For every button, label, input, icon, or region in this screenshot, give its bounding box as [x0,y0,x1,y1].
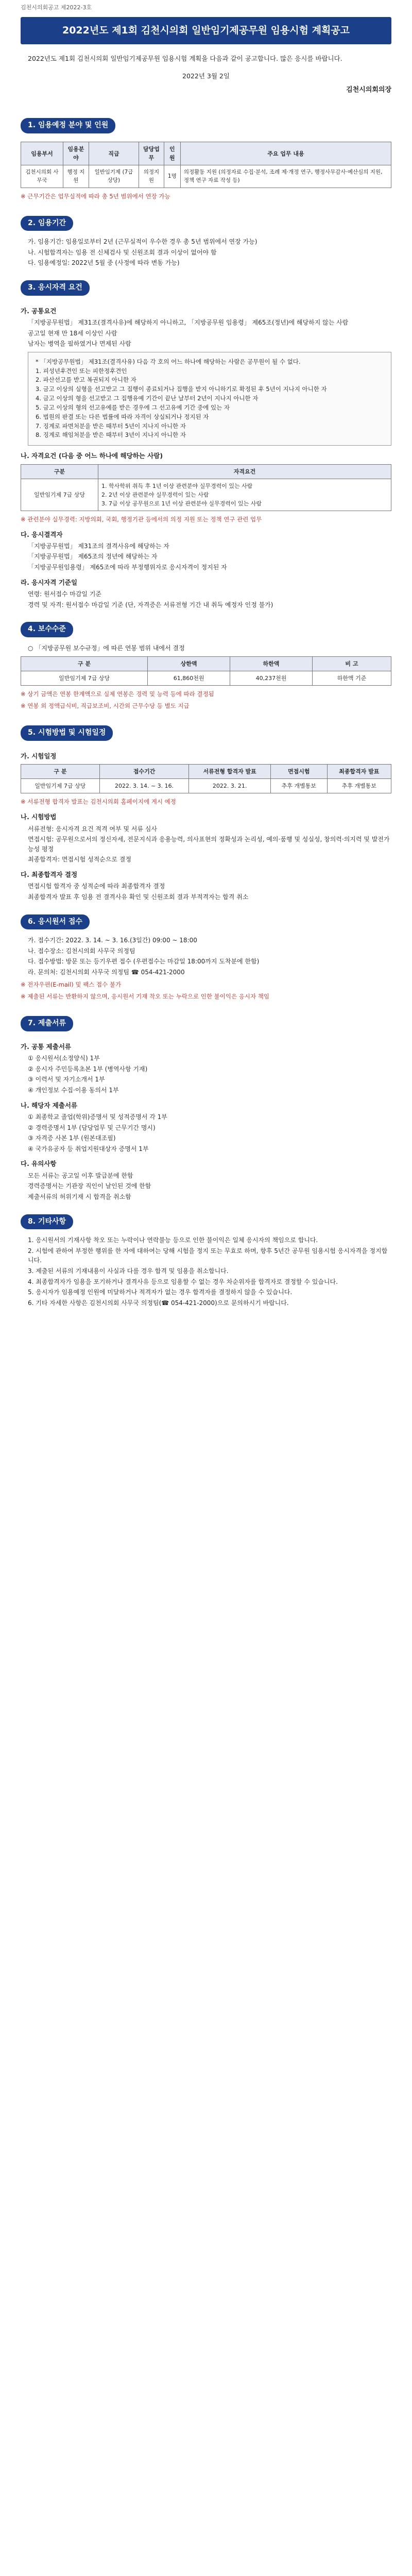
docs-a-line: ④ 개인정보 수집·이용 동의서 1부 [28,1087,119,1094]
recruit-count: 1명 [164,165,180,188]
etc-line: 1. 응시원서의 기재사항 착오 또는 누락이나 연락불능 등으로 인한 불이익은 일체 응시자의 책임으로 합니다. [28,1236,318,1244]
section-period-title: 2. 임용기간 [21,216,73,231]
box-line: 2. 파산선고를 받고 복권되지 아니한 자 [36,376,136,384]
box-line: 5. 금고 이상의 형의 선고유예를 받은 경우에 그 선고유예 기간 중에 있는 자 [36,403,230,411]
announcement-date: 2022년 3월 2일 [182,72,230,80]
period-line: 나. 시험합격자는 임용 전 신체검사 및 신원조회 결과 이상이 없어야 함 [28,248,217,256]
qual-row-reqs [98,479,391,511]
qual-b-title: 나. 자격요건 (다음 중 어느 하나에 해당하는 사람) [21,452,163,460]
exam-method-line: 최종합격자: 면접시험 성적순으로 결정 [28,856,131,863]
exam-note: ※ 서류전형 합격자 발표는 김천시의회 홈페이지에 게시 예정 [21,798,176,806]
exam-cell: 2022. 3. 21. [189,779,271,793]
qual-c-line: 「지방공무원임용령」 제65조에 따라 부정행위자로 응시자격이 정지된 자 [28,564,227,571]
apply-line: 라. 문의처: 김천시의회 사무국 의정팀 ☎ 054-421-2000 [28,968,185,976]
recruit-header-count: 인원 [164,142,180,165]
box-line: 7. 징계로 파면처분을 받은 때부터 5년이 지나지 아니한 자 [36,422,186,430]
docs-a-line: ② 응시자 주민등록초본 1부 (병역사항 기재) [28,1065,148,1073]
recruit-header-dept: 임용부서 [21,142,63,165]
pay-header: 하한액 [230,656,313,671]
pay-header: 구 분 [21,656,148,671]
box-line: 3. 금고 이상의 실형을 선고받고 그 집행이 종료되거나 집행을 받지 아니하기로 확정된 후 5년이 지나지 아니한 자 [36,385,327,393]
box-line: 4. 금고 이상의 형을 선고받고 그 집행유예 기간이 끝난 날부터 2년이 지나지 아니한 자 [36,395,259,402]
page-title: 2022년도 제1회 김천시의회 일반임기제공무원 임용시험 계획공고 [21,17,391,44]
apply-line: 가. 접수기간: 2022. 3. 14. ~ 3. 16.(3일간) 09:00 ~ 18:00 [28,937,197,944]
qual-d-line: 연령: 원서접수 마감일 기준 [28,590,101,598]
docs-b-line: ② 경력증명서 1부 (담당업무 및 근무기간 명시) [28,1124,156,1131]
qual-req-line: 3. 7급 이상 공무원으로 1년 이상 관련분야 실무경력이 있는 사람 [101,500,262,507]
etc-line: 2. 시험에 관하여 부정한 행위를 한 자에 대하여는 당해 시험을 정지 또는 무효로 하며, 향후 5년간 공무원 임용시험 응시자격을 정지합니다. [28,1247,388,1264]
qual-b-note: ※ 관련분야 실무경력: 지방의회, 국회, 행정기관 등에서의 의정 지원 또는 정책 연구 관련 업무 [21,515,262,523]
apply-line: 다. 접수방법: 방문 또는 등기우편 접수 (우편접수는 마감일 18:00까지 도착분에 한함) [28,958,260,965]
qualification-table [21,464,391,511]
recruit-header-task: 담당업무 [139,142,164,165]
recruit-dept: 김천시의회 사무국 [21,165,63,188]
pay-cell: 61,860천원 [148,671,230,685]
table-row [21,671,391,685]
header-note: 김천시의회공고 제2022-3호 [21,4,92,11]
box-line: 8. 징계로 해임처분을 받은 때부터 3년이 지나지 아니한 자 [36,431,186,439]
pay-subtitle: ○ 「지방공무원 보수규정」에 따른 연봉 범위 내에서 결정 [28,644,185,652]
docs-a-title: 가. 공통 제출서류 [21,1042,71,1050]
pay-cell: 하한액 기준 [312,671,391,685]
table-row [21,479,391,511]
qual-c-line: 「지방공무원법」 제65조의 정년에 해당하는 자 [28,553,158,561]
etc-line: 6. 기타 자세한 사항은 김천시의회 사무국 의정팀(☎ 054-421-2000)으로 문의하시기 바랍니다. [28,1299,289,1307]
exam-schedule-table [21,764,391,793]
docs-c-line: 경력증명서는 기관장 직인이 날인된 것에 한함 [28,1182,151,1190]
intro [21,54,391,63]
qual-header-req: 자격요건 [98,464,391,479]
qual-a-line: 「지방공무원법」 제31조(결격사유)에 해당하지 아니하고, 「지방공무원 임용령」 제65조(정년)에 해당하지 않는 사람 [28,319,349,327]
qual-a-line: 공고일 현재 만 18세 이상인 사람 [28,329,117,337]
etc-line: 4. 최종합격자가 임용을 포기하거나 결격사유 등으로 임용할 수 없는 경우 차순위자를 합격자로 결정할 수 있습니다. [28,1278,338,1285]
section-docs-title: 7. 제출서류 [21,1016,73,1031]
box-line: 6. 법원의 판결 또는 다른 법률에 따라 자격이 상실되거나 정지된 자 [36,413,209,420]
qual-a-title: 가. 공통요건 [21,307,57,315]
docs-b-title: 나. 해당자 제출서류 [21,1101,78,1109]
section-recruit-title: 1. 임용예정 분야 및 인원 [21,118,115,133]
box-line: 1. 피성년후견인 또는 피한정후견인 [36,367,127,375]
exam-cell: 일반임기제 7급 상당 [21,779,100,793]
exam-method-title: 나. 시험방법 [21,813,57,821]
recruit-grade: 일반임기제 (7급 상당) [89,165,139,188]
recruit-header-grade: 직급 [89,142,139,165]
pay-header: 비 고 [312,656,391,671]
qual-c-line: 「지방공무원법」 제31조의 결격사유에 해당하는 자 [28,542,169,550]
period-line: 가. 임용기간: 임용일로부터 2년 (근무실적이 우수한 경우 총 5년 범위에서 연장 가능) [28,238,258,246]
recruit-note: ※ 근무기간은 업무실적에 따라 총 5년 범위에서 연장 가능 [21,192,170,200]
recruit-header-field: 임용분야 [63,142,89,165]
section-apply-title: 6. 응시원서 접수 [21,914,90,930]
disqualification-box [28,352,391,446]
qual-c-title: 다. 응시결격자 [21,530,63,538]
docs-c-title: 다. 유의사항 [21,1160,57,1168]
table-row [21,165,391,188]
box-line: * 「지방공무원법」 제31조(결격사유) 다음 각 호의 어느 하나에 해당하는 사람은 공무원이 될 수 없다. [36,358,301,365]
pay-cell: 40,237천원 [230,671,313,685]
qual-req-line: 2. 2년 이상 관련분야 실무경력이 있는 사람 [101,491,209,498]
intro-text: 2022년도 제1회 김천시의회 일반임기제공무원 임용시험 계획을 다음과 같이 공고합니다. 많은 응시를 바랍니다. [28,55,342,63]
qual-header-kind: 구분 [21,464,98,479]
qual-req-line: 1. 학사학위 취득 후 1년 이상 관련분야 실무경력이 있는 사람 [101,482,253,489]
section-etc-title: 8. 기타사항 [21,1214,73,1230]
recruit-field: 행정 지원 [63,165,89,188]
docs-a-line: ③ 이력서 및 자기소개서 1부 [28,1076,105,1083]
pay-note: ※ 연봉 외 정액급식비, 직급보조비, 시간외 근무수당 등 별도 지급 [21,702,190,710]
pay-table [21,656,391,686]
exam-final-line: 면접시험 합격자 중 성적순에 따라 최종합격자 결정 [28,883,165,890]
recruit-table [21,142,391,188]
apply-note: ※ 제출된 서류는 반환하지 않으며, 응시원서 기재 착오 또는 누락으로 인한 불이익은 응시자 책임 [21,993,269,1001]
exam-method-line: 면접시험: 공무원으로서의 정신자세, 전문지식과 응용능력, 의사표현의 정확성과 논리성, 예의·품행 및 성실성, 창의력·의지력 및 발전가능성 평정 [28,836,390,853]
recruit-task: 의정지원 [139,165,164,188]
etc-line: 5. 응시자가 임용예정 인원에 미달하거나 적격자가 없는 경우 합격자를 결정하지 않을 수 있습니다. [28,1289,293,1296]
pay-note: ※ 상기 금액은 연봉 한계액으로 실제 연봉은 경력 및 능력 등에 따라 결정됨 [21,690,214,698]
exam-header: 서류전형 합격자 발표 [189,765,271,779]
docs-c-line: 제출서류의 허위기재 시 합격을 취소함 [28,1193,131,1200]
section-pay-title: 4. 보수수준 [21,622,73,637]
exam-final-title: 다. 최종합격자 결정 [21,870,78,878]
pay-header: 상한액 [148,656,230,671]
issuer: 김천시의회의장 [346,86,391,94]
apply-line: 나. 접수장소: 김천시의회 사무국 의정팀 [28,947,135,955]
section-qual-title: 3. 응시자격 요건 [21,280,90,296]
exam-method-line: 서류전형: 응시자격 요건 적격 여부 및 서류 심사 [28,825,157,833]
etc-line: 3. 제출된 서류의 기재내용이 사실과 다를 경우 합격 및 임용을 취소합니다. [28,1267,229,1275]
docs-b-line: ③ 자격증 사본 1부 (원본대조필) [28,1134,116,1142]
docs-b-line: ① 최종학교 졸업(학위)증명서 및 성적증명서 각 1부 [28,1113,167,1121]
recruit-header-duty: 주요 업무 내용 [180,142,391,165]
qual-a-line: 남자는 병역을 필하였거나 면제된 사람 [28,340,131,348]
apply-note: ※ 전자우편(E-mail) 및 팩스 접수 불가 [21,980,122,988]
exam-header: 최종합격자 발표 [327,765,391,779]
docs-c-line: 모든 서류는 공고일 이후 발급분에 한함 [28,1172,133,1179]
exam-header: 면접시험 [271,765,328,779]
section-exam-title: 5. 시험방법 및 시험일정 [21,725,113,741]
qual-row-label: 일반임기제 7급 상당 [21,479,98,511]
exam-final-line: 최종합격자 발표 후 임용 전 결격사유 확인 및 신원조회 결과 부적격자는 합격 취소 [28,893,249,901]
exam-cell: 2022. 3. 14. ~ 3. 16. [99,779,189,793]
exam-header: 구 분 [21,765,100,779]
qual-d-title: 라. 응시자격 기준일 [21,578,78,586]
exam-subtitle: 가. 시험일정 [21,752,57,760]
period-line: 다. 임용예정일: 2022년 5월 중 (사정에 따라 변동 가능) [28,259,180,267]
pay-cell: 일반임기제 7급 상당 [21,671,148,685]
docs-b-line: ④ 국가유공자 등 취업지원대상자 증명서 1부 [28,1145,149,1153]
exam-header: 접수기간 [99,765,189,779]
qual-d-line: 경력 및 자격: 원서접수 마감일 기준 (단, 자격증은 서류전형 기간 내 취득 예정자 인정 불가) [28,601,273,608]
recruit-duty: 의정활동 지원 (의정자료 수집·분석, 조례 제·개정 연구, 행정사무감사·예산심의 지원, 정책 연구 자료 작성 등) [180,165,391,188]
table-row [21,779,391,793]
exam-cell: 추후 개별통보 [271,779,328,793]
exam-cell: 추후 개별통보 [327,779,391,793]
docs-a-line: ① 응시원서(소정양식) 1부 [28,1055,100,1062]
